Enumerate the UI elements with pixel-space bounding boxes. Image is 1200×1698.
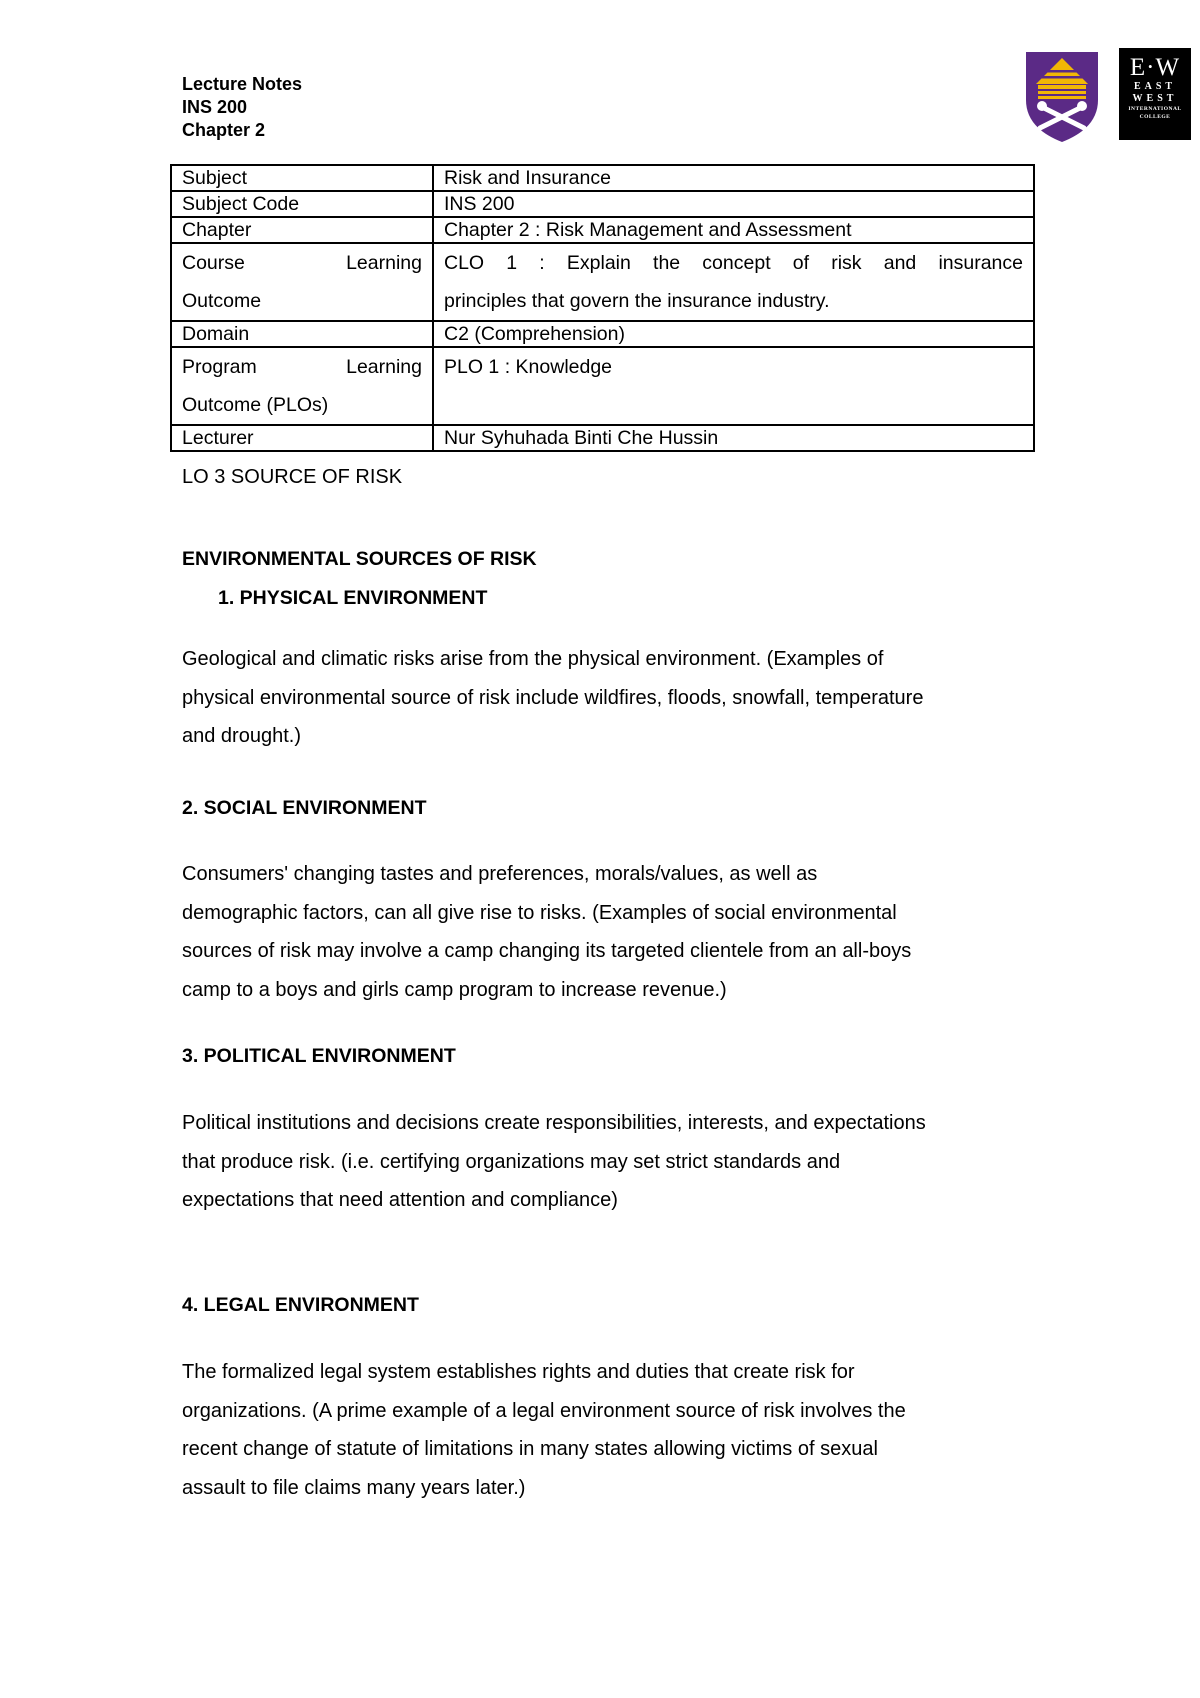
paragraph-line: demographic factors, can all give rise to risks. (Examples of social environmental — [182, 901, 897, 924]
table-row — [171, 217, 1034, 243]
table-row — [171, 243, 1034, 321]
table-label-subject: Subject — [171, 165, 433, 191]
table-value-plo: PLO 1 : Knowledge — [433, 347, 1034, 425]
paragraph-line: recent change of statute of limitations in many states allowing victims of sexual — [182, 1438, 878, 1460]
table-value-clo-line1: CLO 1 : Explain the concept of risk and insurance — [444, 252, 1023, 274]
table-label-lecturer: Lecturer — [171, 425, 433, 451]
ew-logo-college: COLLEGE — [1139, 114, 1171, 120]
table-label-clo-line1: Course Learning — [182, 252, 422, 274]
paragraph-line: The formalized legal system establishes rights and duties that create risk for — [182, 1361, 855, 1383]
ew-logo-west: WEST — [1132, 93, 1178, 104]
section-body-legal — [182, 1353, 1032, 1507]
table-value-chapter: Chapter 2 : Risk Management and Assessment — [433, 217, 1034, 243]
paragraph-line: organizations. (A prime example of a legal environment source of risk involves the — [182, 1399, 906, 1422]
ew-logo-international: INTERNATIONAL — [1128, 106, 1182, 112]
section-heading-social: 2. SOCIAL ENVIRONMENT — [182, 797, 427, 819]
section-heading-physical: 1. PHYSICAL ENVIRONMENT — [218, 587, 488, 609]
paragraph-line: that produce risk. (i.e. certifying organizations may set strict standards and — [182, 1150, 841, 1173]
ew-logo-mark: E·W — [1129, 54, 1181, 81]
paragraph-line: expectations that need attention and compliance) — [182, 1189, 618, 1211]
paragraph-line: assault to file claims many years later.) — [182, 1476, 526, 1499]
table-label-chapter: Chapter — [171, 217, 433, 243]
table-label-plo-line1: Program Learning — [182, 356, 422, 378]
east-west-college-logo — [1119, 48, 1191, 140]
table-value-domain: C2 (Comprehension) — [433, 321, 1034, 347]
header-lecture-notes: Lecture Notes — [182, 74, 303, 94]
section-body-political — [182, 1104, 1032, 1220]
table-label-plo — [171, 347, 433, 425]
table-value-subject: Risk and Insurance — [433, 165, 1034, 191]
paragraph-line: Political institutions and decisions create responsibilities, interests, and expectations — [182, 1112, 926, 1134]
header-chapter: Chapter 2 — [182, 120, 266, 140]
table-row — [171, 191, 1034, 217]
header-course-code: INS 200 — [182, 97, 248, 117]
table-row — [171, 347, 1034, 425]
section-heading-political: 3. POLITICAL ENVIRONMENT — [182, 1045, 456, 1067]
table-value-lecturer: Nur Syhuhada Binti Che Hussin — [433, 425, 1034, 451]
paragraph-line: Consumers' changing tastes and preferences, morals/values, as well as — [182, 863, 818, 885]
section-heading-legal: 4. LEGAL ENVIRONMENT — [182, 1294, 419, 1316]
document-header — [182, 73, 302, 142]
paragraph-line: sources of risk may involve a camp changing its targeted clientele from an all-boys — [182, 940, 912, 962]
paragraph-line: and drought.) — [182, 725, 301, 747]
table-label-plo-line2: Outcome (PLOs) — [182, 394, 329, 416]
section-body-physical — [182, 640, 1032, 756]
table-value-subject-code: INS 200 — [433, 191, 1034, 217]
main-heading: ENVIRONMENTAL SOURCES OF RISK — [182, 548, 537, 570]
table-label-clo — [171, 243, 433, 321]
paragraph-line: camp to a boys and girls camp program to increase revenue.) — [182, 978, 727, 1001]
learning-outcome-title: LO 3 SOURCE OF RISK — [182, 466, 403, 488]
uitm-crest-icon — [1022, 48, 1102, 146]
table-row — [171, 425, 1034, 451]
paragraph-line: Geological and climatic risks arise from the physical environment. (Examples of — [182, 648, 884, 670]
section-body-social — [182, 855, 1032, 1009]
course-info-table — [170, 164, 1035, 452]
ew-logo-east: EAST — [1133, 81, 1177, 92]
table-value-clo-line2: principles that govern the insurance industry. — [444, 290, 830, 312]
paragraph-line: physical environmental source of risk include wildfires, floods, snowfall, temperature — [182, 686, 924, 709]
table-value-clo — [433, 243, 1034, 321]
table-row — [171, 321, 1034, 347]
table-label-subject-code: Subject Code — [171, 191, 433, 217]
table-label-clo-line2: Outcome — [182, 290, 262, 312]
table-label-domain: Domain — [171, 321, 433, 347]
table-row — [171, 165, 1034, 191]
